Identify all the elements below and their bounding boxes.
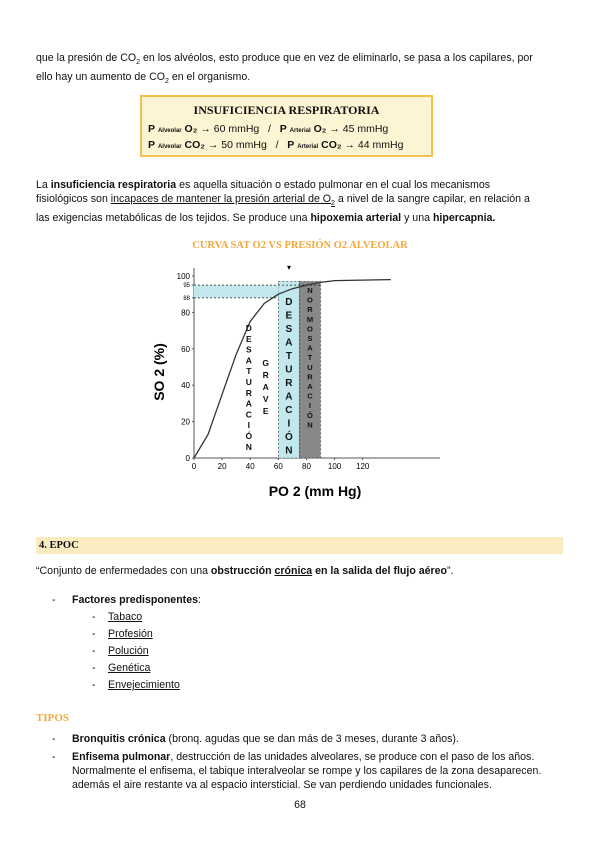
x-tick-labels (192, 458, 370, 471)
x-tick-label: 60 (273, 462, 283, 471)
band-label-letter: E (285, 310, 293, 322)
y-tick-label: 100 (176, 272, 190, 281)
band-label-letter: U (245, 377, 252, 387)
intro-line-1: que la presión de $CO_2$ en los alvéolos, esto produce que en vez de eliminarlo, se pasa a los capilares, por (36, 52, 533, 67)
band-label-letter: U (307, 362, 313, 372)
definition-paragraph (36, 178, 566, 225)
band-label-letter: A (285, 391, 293, 403)
saturation-chart (140, 258, 460, 503)
chart-title: CURVA SAT O2 VS PRESIÓN O2 ALVEOLAR (192, 240, 408, 251)
band-label-letter: S (245, 344, 252, 355)
band-label-letter: E (245, 333, 252, 344)
band-label-letter: E (262, 406, 269, 416)
band-label-letter: Ó (245, 431, 253, 441)
band-label-letter: C (285, 405, 293, 416)
band-label-letter: N (307, 420, 313, 430)
top-marker-glyph: ▾ (287, 263, 292, 272)
band-label-letter: C (245, 409, 252, 420)
band-label-letter: T (285, 351, 292, 362)
label-desaturacion-grave-1 (246, 323, 253, 452)
band-label-letter: I (247, 420, 251, 431)
band-label-letter: A (307, 382, 313, 391)
band-label-letter: Ó (307, 410, 313, 420)
band-label-letter: N (285, 445, 293, 457)
label-desaturacion-grave-2 (262, 358, 269, 416)
band-label-letter: I (308, 401, 312, 411)
definition-line-2: fisiológicos son incapaces de mantener la presión arterial de $O_2$ a nivel de la sangre capilar, en relación a (36, 193, 530, 208)
chart-xlabel: PO 2 (mm Hg) (268, 483, 362, 499)
page-number: 68 (294, 799, 306, 811)
band-label-letter: I (287, 418, 291, 430)
x-tick-label: 20 (217, 462, 227, 471)
band-label-letter: G (262, 358, 270, 368)
y-tick-label: 60 (181, 344, 190, 354)
tipos-item-1: - Bronquitis crónica (bronq. agudas que se dan más de 3 meses, durante 3 años). (52, 733, 459, 745)
band-label-letter: R (285, 378, 293, 389)
epoc-heading-bar (36, 537, 563, 554)
intro-paragraph (36, 51, 566, 89)
band-label-letter: O (307, 324, 313, 334)
band-label-letter: Ó (284, 432, 293, 443)
tipos-title: TIPOS (36, 712, 70, 724)
band-label-letter: N (307, 286, 313, 295)
box-row-2: P Alveolar CO₂ → 50 mmHg / P Arterial CO₂ → 44 mmHg (148, 139, 404, 151)
band-label-letter: D (285, 297, 293, 308)
band-label-letter: C (307, 391, 313, 401)
band-label-letter: S (307, 334, 313, 343)
band-saturation-strip (194, 285, 278, 298)
box-row-1: P Alveolar O₂ → 60 mmHg / P Arterial O₂ → 45 mmHg (148, 123, 389, 135)
insuficiencia-box (140, 95, 433, 157)
band-label-letter: A (285, 337, 293, 349)
box-title: INSUFICIENCIA RESPIRATORIA (193, 103, 380, 117)
definition-line-3: las exigencias metabólicas de los tejidos. Se produce una hipoxemia arterial y una hipercapnia. (36, 212, 496, 225)
x-tick-label: 0 (191, 462, 197, 471)
band-label-letter: A (262, 382, 269, 392)
x-tick-label: 40 (245, 462, 255, 471)
epoc-title: 4. EPOC (39, 540, 79, 551)
y-tick-label: 80 (181, 308, 190, 318)
band-label-letter: R (245, 387, 252, 398)
band-label-letter: R (307, 305, 313, 315)
y-tick-label: 88 (183, 295, 190, 302)
band-label-letter: V (262, 394, 269, 404)
band-label-letter: S (285, 324, 293, 335)
x-tick-label: 80 (302, 462, 311, 471)
definition-line-1: La insuficiencia respiratoria es aquella situación o estado pulmonar en el cual los mecanismos (36, 179, 491, 191)
y-tick-label: 40 (181, 381, 190, 391)
band-label-letter: O (307, 295, 313, 305)
band-label-letter: A (307, 343, 313, 353)
y-tick-label: 0 (185, 454, 190, 463)
epoc-quote: “Conjunto de enfermedades con una obstrucción crónica en la salida del flujo aéreo”. (36, 565, 454, 577)
x-tick-label: 100 (327, 462, 342, 471)
band-label-letter: T (307, 353, 313, 363)
y-tick-labels (177, 272, 194, 463)
band-label-letter: A (245, 398, 252, 409)
band-label-letter: R (262, 370, 269, 380)
band-label-letter: N (245, 441, 252, 452)
y-tick-label: 95 (183, 283, 190, 290)
intro-line-2: ello hay un aumento de $CO_2$ en el organismo. (36, 71, 251, 86)
band-label-letter: A (245, 355, 252, 366)
band-label-letter: M (306, 314, 314, 324)
band-label-letter: U (285, 364, 293, 376)
band-label-letter: T (246, 366, 252, 377)
chart-ylabel: SO 2 (%) (151, 343, 167, 401)
tipos-item-2: - Enfisema pulmonar, destrucción de las unidades alveolares, se produce con el paso de los años. Normalmente el enfisema, el tabique interalveolar se rompe y los capilares de la zona desaparecen. además el aire restante va al espacio intersticial. Se van perdiendo unidades funcionales. (52, 751, 542, 791)
band-label-letter: R (307, 372, 313, 382)
x-tick-label: 120 (356, 462, 370, 471)
y-tick-label: 20 (181, 417, 190, 427)
band-label-letter: D (245, 323, 252, 333)
